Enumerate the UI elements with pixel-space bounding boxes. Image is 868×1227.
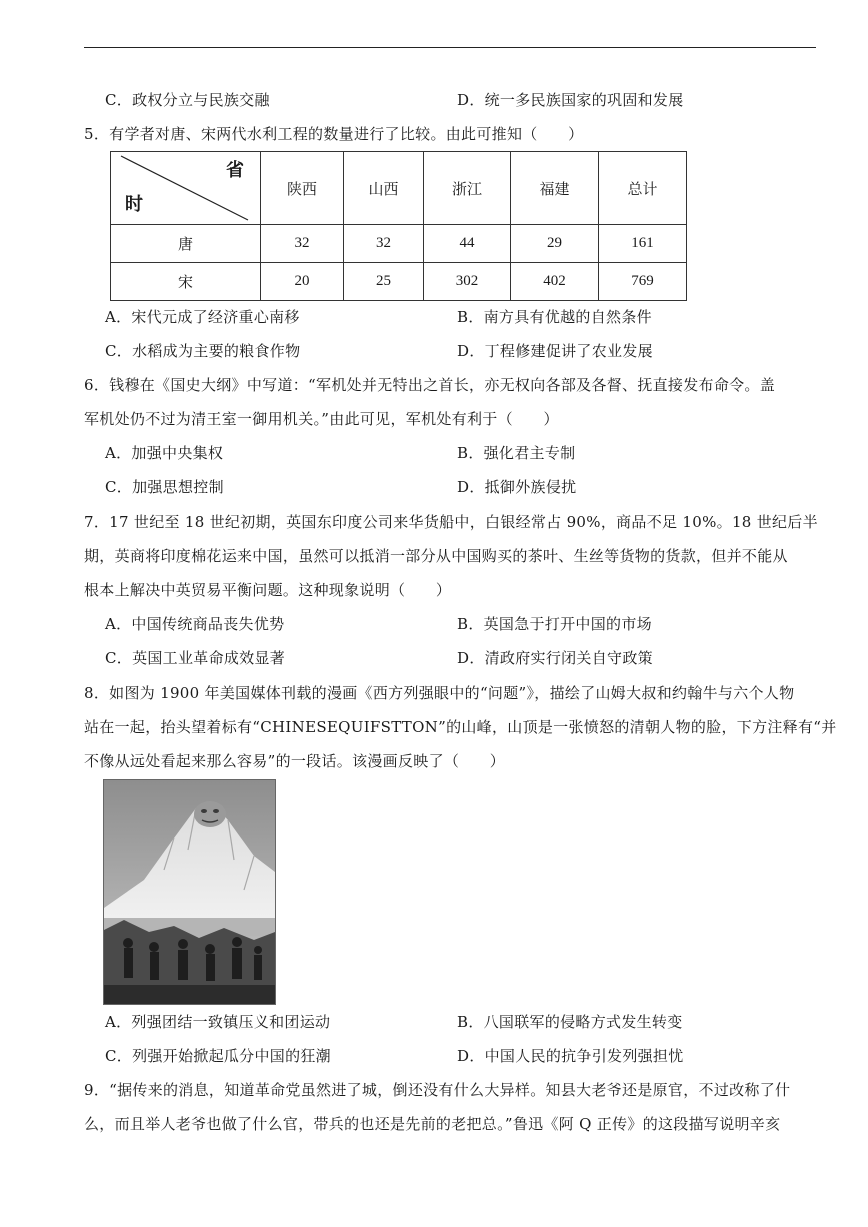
table-row-song bbox=[111, 263, 687, 301]
q5-option-b[interactable]: B．南方具有优越的自然条件 bbox=[457, 308, 652, 326]
q4-option-c[interactable]: C．政权分立与民族交融 bbox=[105, 91, 270, 109]
table-cell: 32 bbox=[344, 225, 424, 263]
header-cell-shaanxi: 陕西 bbox=[261, 152, 344, 225]
table-cell: 29 bbox=[511, 225, 599, 263]
q9-stem-line-1: 9．“据传来的消息，知道革命党虽然进了城，倒还没有什么大异样。知县大老爷还是原官，不过改称了什 bbox=[84, 1081, 791, 1099]
q7-stem-line-1: 7．17 世纪至 18 世纪初期，英国东印度公司来华货船中，白银经常占 90%，商品不足 10%。18 世纪后半 bbox=[84, 513, 818, 531]
table-cell: 32 bbox=[261, 225, 344, 263]
q6-stem-line-1: 6．钱穆在《国史大纲》中写道：“军机处并无特出之首长，亦无权向各部及各督、抚直接发布命令。盖 bbox=[84, 376, 776, 394]
q5-option-c[interactable]: C．水稻成为主要的粮食作物 bbox=[105, 342, 301, 360]
q7-stem-line-2: 期，英商将印度棉花运来中国，虽然可以抵消一部分从中国购买的茶叶、生丝等货物的货款，但并不能从 bbox=[84, 547, 788, 565]
q8-stem-line-3: 不像从远处看起来那么容易”的一段话。该漫画反映了（ ） bbox=[84, 752, 506, 770]
table-cell: 769 bbox=[599, 263, 687, 301]
header-cell-shanxi: 山西 bbox=[344, 152, 424, 225]
table-row-tang bbox=[111, 225, 687, 263]
table-corner-cell bbox=[111, 152, 261, 225]
cartoon-image bbox=[103, 779, 276, 1005]
q7-option-c[interactable]: C．英国工业革命成效显著 bbox=[105, 649, 286, 667]
q8-option-a[interactable]: A．列强团结一致镇压义和团运动 bbox=[105, 1013, 331, 1031]
header-cell-total: 总计 bbox=[599, 152, 687, 225]
header-cell-fujian: 福建 bbox=[511, 152, 599, 225]
q4-option-d[interactable]: D．统一多民族国家的巩固和发展 bbox=[457, 91, 684, 109]
q7-option-a[interactable]: A．中国传统商品丧失优势 bbox=[105, 615, 285, 633]
corner-label-province: 省 bbox=[226, 160, 244, 180]
table-cell: 20 bbox=[261, 263, 344, 301]
table-cell: 44 bbox=[424, 225, 511, 263]
q8-stem-line-1: 8．如图为 1900 年美国媒体刊载的漫画《西方列强眼中的“问题”》，描绘了山姆大叔和约翰牛与六个人物 bbox=[84, 684, 795, 702]
q7-option-b[interactable]: B．英国急于打开中国的市场 bbox=[457, 615, 652, 633]
header-rule bbox=[84, 47, 816, 48]
row-label: 唐 bbox=[111, 225, 261, 263]
header-cell-zhejiang: 浙江 bbox=[424, 152, 511, 225]
q5-option-a[interactable]: A．宋代元成了经济重心南移 bbox=[105, 308, 300, 326]
q8-option-b[interactable]: B．八国联军的侵略方式发生转变 bbox=[457, 1013, 683, 1031]
q6-stem-line-2: 军机处仍不过为清王室一御用机关。”由此可见，军机处有利于（ ） bbox=[84, 410, 559, 428]
table-cell: 161 bbox=[599, 225, 687, 263]
q5-stem: 5．有学者对唐、宋两代水利工程的数量进行了比较。由此可推知（ ） bbox=[84, 125, 584, 143]
q5-option-d[interactable]: D．丁程修建促讲了农业发展 bbox=[457, 342, 653, 360]
q6-option-b[interactable]: B．强化君主专制 bbox=[457, 444, 576, 462]
q5-data-table bbox=[110, 151, 687, 301]
q8-option-d[interactable]: D．中国人民的抗争引发列强担忧 bbox=[457, 1047, 684, 1065]
q7-stem-line-3: 根本上解决中英贸易平衡问题。这种现象说明（ ） bbox=[84, 581, 452, 599]
q6-option-d[interactable]: D．抵御外族侵扰 bbox=[457, 478, 577, 496]
table-cell: 302 bbox=[424, 263, 511, 301]
row-label: 宋 bbox=[111, 263, 261, 301]
table-cell: 402 bbox=[511, 263, 599, 301]
q7-option-d[interactable]: D．清政府实行闭关自守政策 bbox=[457, 649, 653, 667]
q9-stem-line-2: 么，而且举人老爷也做了什么官，带兵的也还是先前的老把总。”鲁迅《阿 Q 正传》的这段描写说明辛亥 bbox=[84, 1115, 781, 1133]
q8-option-c[interactable]: C．列强开始掀起瓜分中国的狂潮 bbox=[105, 1047, 331, 1065]
q8-stem-line-2: 站在一起，抬头望着标有“CHINESEQUIFSTTON”的山峰，山顶是一张愤怒的清朝人物的脸，下方注释有“并 bbox=[84, 718, 837, 736]
table-cell: 25 bbox=[344, 263, 424, 301]
q6-option-a[interactable]: A．加强中央集权 bbox=[105, 444, 224, 462]
corner-label-era: 时 bbox=[125, 194, 143, 214]
q6-option-c[interactable]: C．加强思想控制 bbox=[105, 478, 224, 496]
